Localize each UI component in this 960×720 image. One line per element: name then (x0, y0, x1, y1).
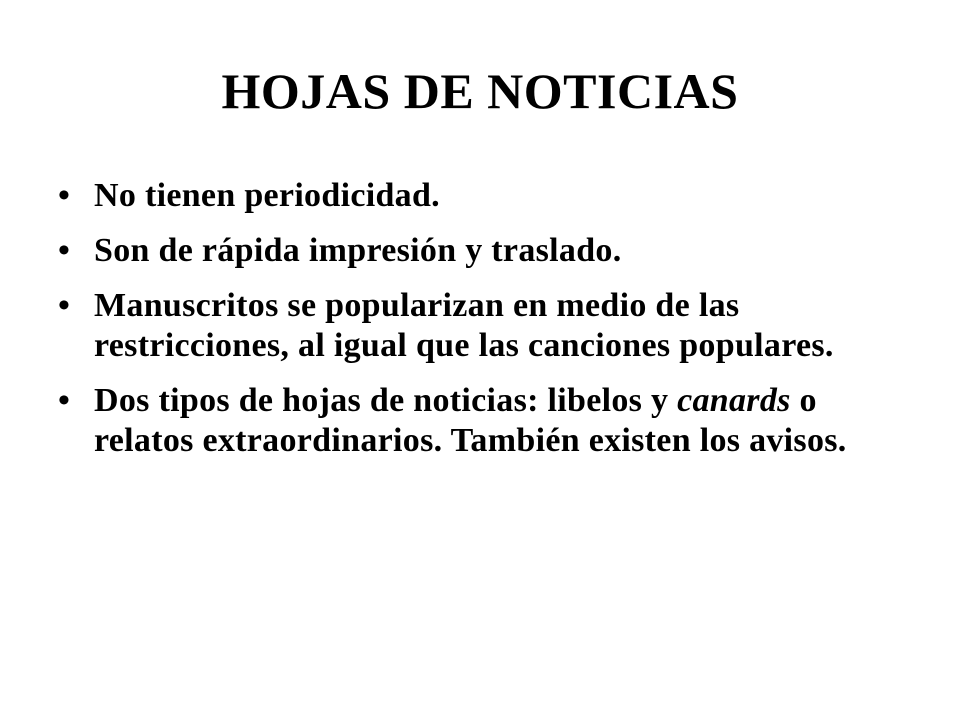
bullet-icon: • (58, 287, 71, 324)
bullet-icon: • (58, 177, 71, 214)
bullet-text: Son de rápida impresión y traslado. (94, 232, 622, 269)
bullet-text-part: Dos tipos de hojas de noticias: libelos y (94, 382, 678, 419)
bullet-text: Manuscritos se popularizan en medio de las restricciones, al igual que las canciones populares. (94, 287, 834, 364)
bullet-item (58, 286, 918, 366)
bullet-text-italic: canards (677, 382, 791, 419)
bullet-text: No tienen periodicidad. (94, 177, 440, 214)
bullet-list (58, 176, 918, 476)
bullet-item (58, 381, 918, 461)
bullet-item (58, 176, 918, 216)
bullet-text-part: o relatos extraordinarios. También existen los avisos. (94, 382, 847, 459)
slide-title: HOJAS DE NOTICIAS (221, 63, 739, 119)
bullet-icon: • (58, 382, 71, 419)
bullet-item (58, 231, 918, 271)
bullet-text (94, 382, 847, 459)
bullet-icon: • (58, 232, 71, 269)
